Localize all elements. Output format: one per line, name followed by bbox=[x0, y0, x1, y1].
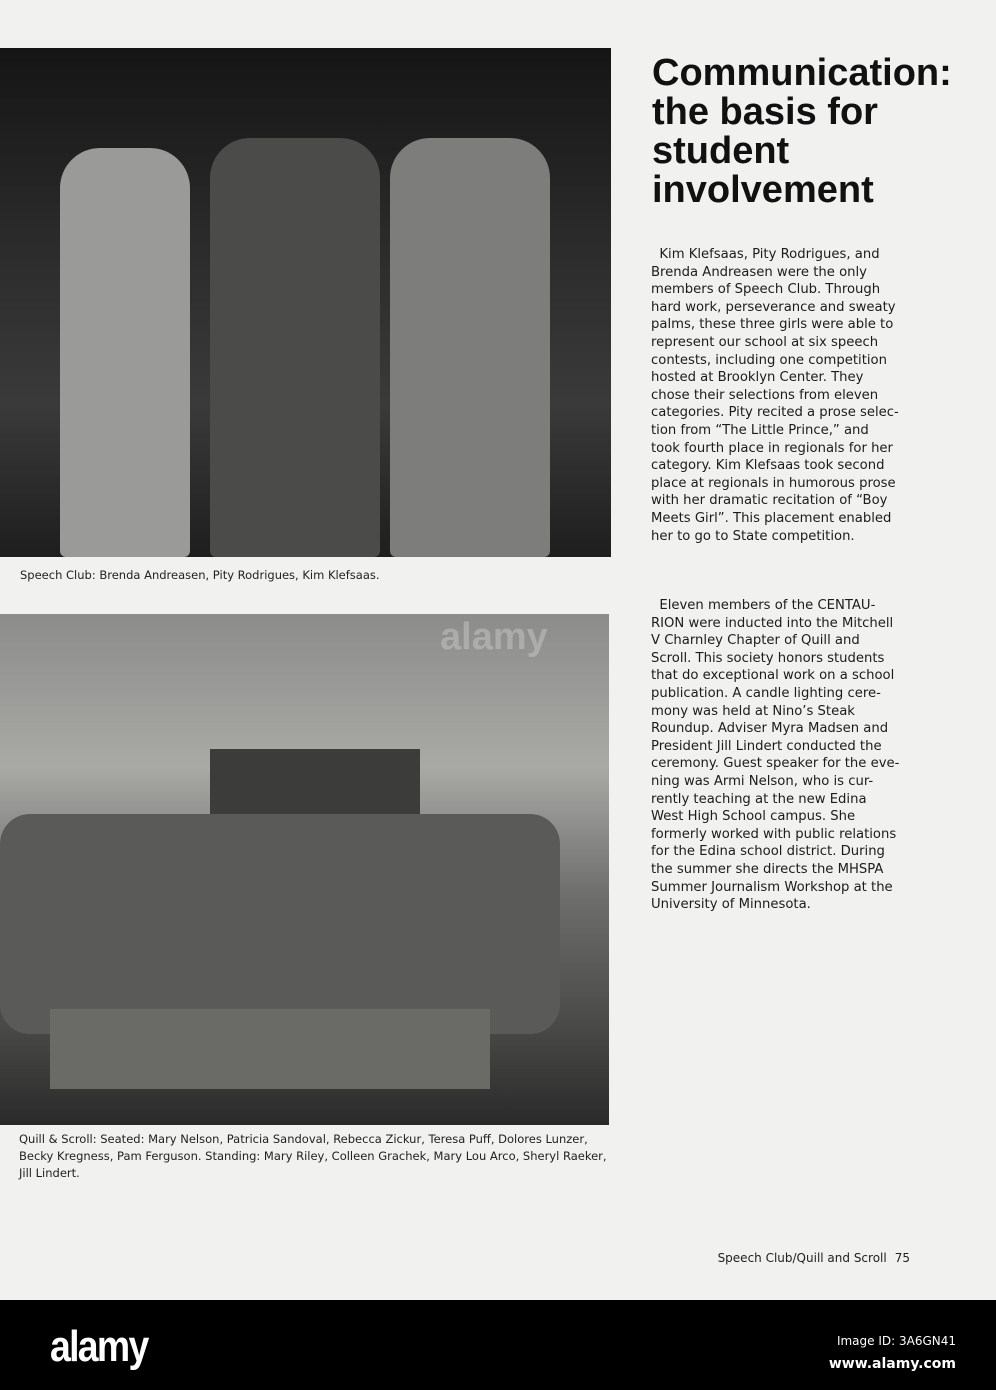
watermark-logo: alamy bbox=[440, 616, 548, 658]
quill-and-scroll-caption: Quill & Scroll: Seated: Mary Nelson, Patricia Sandoval, Rebecca Zickur, Teresa Puff, Dolores Lunzer, Becky Kregness, Pam Ferguson. Standing: Mary Riley, Colleen Grachek, Mary Lou Arco, Sheryl Raeker, Jill Lindert. bbox=[19, 1132, 607, 1180]
text-line: category. Kim Klefsaas took second bbox=[651, 458, 885, 474]
text-line: Scroll. This society honors students bbox=[651, 650, 885, 666]
footer-section: Speech Club/Quill and Scroll bbox=[717, 1251, 887, 1265]
text-line: President Jill Lindert conducted the bbox=[651, 738, 882, 754]
title-line: involvement bbox=[652, 169, 874, 211]
text-line: her to go to State competition. bbox=[651, 528, 855, 544]
text-line: West High School campus. She bbox=[651, 809, 856, 825]
text-line: palms, these three girls were able to bbox=[651, 317, 894, 333]
text-line: hard work, perseverance and sweaty bbox=[651, 299, 896, 315]
speech-club-paragraph bbox=[651, 246, 941, 545]
text-line: Kim Klefsaas, Pity Rodrigues, and bbox=[651, 247, 880, 262]
image-id: Image ID: 3A6GN41 bbox=[836, 1334, 956, 1348]
text-line: represent our school at six speech bbox=[651, 334, 879, 350]
text-line: took fourth place in regionals for her bbox=[651, 440, 893, 456]
text-line: Brenda Andreasen were the only bbox=[651, 264, 867, 280]
text-line: Meets Girl”. This placement enabled bbox=[651, 510, 892, 526]
text-line: with her dramatic recitation of “Boy bbox=[651, 493, 888, 509]
text-line: ning was Armi Nelson, who is cur- bbox=[651, 773, 874, 789]
quill-and-scroll-paragraph bbox=[651, 597, 941, 914]
group-figures bbox=[0, 814, 560, 1034]
text-line: University of Minnesota. bbox=[651, 897, 811, 913]
speech-club-photo bbox=[0, 48, 611, 557]
title-line: Communication: bbox=[652, 52, 952, 94]
text-line: categories. Pity recited a prose selec- bbox=[651, 405, 899, 421]
person-figure bbox=[210, 138, 380, 557]
title-line: the basis for bbox=[652, 91, 878, 133]
watermark-band bbox=[0, 1300, 996, 1390]
desk bbox=[50, 1009, 490, 1089]
text-line: Roundup. Adviser Myra Madsen and bbox=[651, 721, 889, 737]
text-line: place at regionals in humorous prose bbox=[651, 475, 896, 491]
text-line: for the Edina school district. During bbox=[651, 844, 885, 860]
text-line: RION were inducted into the Mitchell bbox=[651, 615, 894, 631]
page-footer bbox=[718, 1251, 910, 1265]
speech-club-caption: Speech Club: Brenda Andreasen, Pity Rodrigues, Kim Klefsaas. bbox=[20, 568, 380, 582]
text-line: publication. A candle lighting cere- bbox=[651, 685, 881, 701]
text-line: that do exceptional work on a school bbox=[651, 668, 895, 684]
person-figure bbox=[390, 138, 550, 557]
text-line: hosted at Brooklyn Center. They bbox=[651, 370, 864, 386]
text-line: members of Speech Club. Through bbox=[651, 282, 881, 298]
site-url: www.alamy.com bbox=[828, 1356, 956, 1372]
text-line: the summer she directs the MHSPA bbox=[651, 861, 884, 877]
title-line: student bbox=[652, 130, 790, 172]
alamy-logo: alamy bbox=[50, 1322, 148, 1371]
text-line: formerly worked with public relations bbox=[651, 826, 897, 842]
text-line: V Charnley Chapter of Quill and bbox=[651, 633, 860, 649]
text-line: contests, including one competition bbox=[651, 352, 887, 368]
text-line: tion from “The Little Prince,” and bbox=[651, 422, 869, 438]
text-line: Summer Journalism Workshop at the bbox=[651, 879, 893, 895]
text-line: rently teaching at the new Edina bbox=[651, 791, 867, 807]
page-title bbox=[652, 54, 952, 210]
page-number: 75 bbox=[894, 1251, 910, 1265]
text-line: mony was held at Nino’s Steak bbox=[651, 703, 855, 719]
text-line: Eleven members of the CENTAU- bbox=[651, 598, 876, 613]
quill-and-scroll-photo bbox=[0, 614, 609, 1125]
text-line: ceremony. Guest speaker for the eve- bbox=[651, 756, 900, 772]
text-line: chose their selections from eleven bbox=[651, 387, 879, 403]
person-figure bbox=[60, 148, 190, 557]
